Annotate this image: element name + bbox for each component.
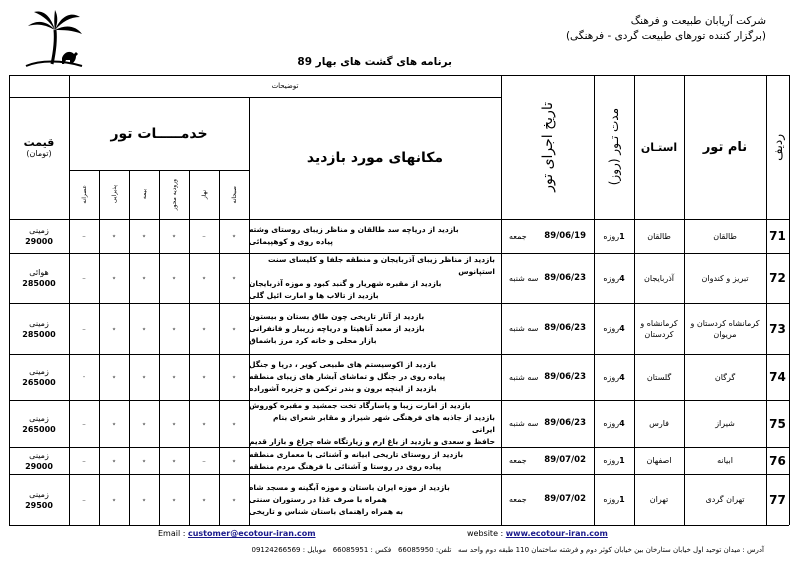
service-mark: - xyxy=(82,373,86,381)
duration xyxy=(594,400,634,447)
province: گلستان xyxy=(646,372,672,382)
weekday: سه شنبه xyxy=(509,372,539,382)
tour-date xyxy=(501,474,594,525)
program-title: برنامه های گشت های بهار 89 xyxy=(297,56,452,68)
transport-type: زمینی xyxy=(29,318,49,328)
date-value: 89/07/02 xyxy=(544,455,586,465)
duration-days: 1 xyxy=(619,495,625,504)
visit-line: پیاده روی در جنگل و تماشای آبشار های زیبای منطقه xyxy=(249,372,446,381)
service-item-label: نهار xyxy=(200,189,208,200)
province: آذربایجان xyxy=(644,273,675,283)
price-value: 29500 xyxy=(25,500,53,510)
service-item-label: عصرانه xyxy=(80,185,88,204)
service-mark: ٭ xyxy=(232,324,236,333)
province: کرمانشاه و کردستان xyxy=(640,318,678,339)
visit-places xyxy=(249,253,501,303)
service-mark: – xyxy=(82,456,86,465)
tour-date xyxy=(501,303,594,354)
price-value: 29000 xyxy=(25,237,53,246)
duration xyxy=(594,219,634,253)
header-tour-name: نام تور xyxy=(702,139,748,155)
service-mark: ٭ xyxy=(232,274,236,282)
company-header xyxy=(566,14,766,44)
duration-days: 4 xyxy=(619,419,625,428)
service-mark: ٭ xyxy=(202,373,206,381)
price-value: 285000 xyxy=(22,329,56,339)
service-mark: ٭ xyxy=(202,495,206,504)
tour-name: گرگان xyxy=(714,372,736,382)
header-price xyxy=(9,75,69,219)
duration-days: 1 xyxy=(619,456,625,465)
duration-unit: روزه xyxy=(603,456,620,465)
tour-name: ابیانه xyxy=(717,456,733,465)
service-mark: ٭ xyxy=(232,419,236,428)
duration xyxy=(594,354,634,400)
palm-tree-logo-icon xyxy=(22,8,84,70)
weekday: سه شنبه xyxy=(509,273,539,283)
company-name: شرکت آریابان طبیعت و فرهنگ xyxy=(630,15,766,27)
price-value: 265000 xyxy=(22,378,56,387)
service-item-label: بیمه xyxy=(140,189,148,200)
date-value: 89/06/23 xyxy=(544,323,586,333)
header-date xyxy=(501,75,594,219)
price-label: قیمت xyxy=(23,136,55,149)
duration-label: مدت تـور (روز) xyxy=(607,108,621,186)
company-subtitle: (برگزار کننده تورهای طبیعت گردی - فرهنگی) xyxy=(565,30,766,42)
tour-name: طالقان xyxy=(713,231,737,241)
header-row-number xyxy=(766,75,789,219)
price xyxy=(9,303,69,354)
visit-line: پیاده روی و کوهپیمائی xyxy=(249,237,333,246)
transport-type: زمینی xyxy=(29,450,49,460)
website-link[interactable]: www.ecotour-iran.com xyxy=(505,529,608,538)
weekday: سه شنبه xyxy=(509,419,539,428)
visit-line: بازدید از دریاچه سد طالقان و مناظر زیبای روستای وشته xyxy=(249,225,459,234)
address-text: آدرس : میدان توحید اول خیابان ستارخان بین خیابان کوثر دوم و فرشته ساختمان 110 طبقه دوم واحد سه xyxy=(458,546,764,554)
website-line xyxy=(467,529,608,538)
tour-name: تبریز و کندوان xyxy=(701,273,749,283)
service-mark: ٭ xyxy=(142,495,146,504)
service-item-label: ورودیه محور xyxy=(170,178,178,211)
price xyxy=(9,474,69,525)
duration-unit: روزه xyxy=(603,495,620,504)
row-number: 73 xyxy=(769,321,786,336)
visit-places xyxy=(249,303,501,354)
date-label: تاریخ اجرای تور xyxy=(539,102,556,192)
date-value: 89/06/19 xyxy=(544,230,586,241)
visit-line: بازدید از تالاب ها و امارت ائیل گلی xyxy=(249,291,379,300)
service-mark: ٭ xyxy=(172,419,176,428)
service-item-label: پذیرایی xyxy=(110,185,118,204)
duration-unit: روزه xyxy=(603,372,620,382)
service-mark: ٭ xyxy=(172,456,176,465)
visit-line: بازدید از آثار تاریخی چون طاق بستان و بیستون xyxy=(249,311,425,321)
visit-line: بازدید از موزه ایران باستان و موزه آبگینه و مسجد شاه xyxy=(249,482,450,492)
transport-type: هوائی xyxy=(29,268,49,277)
duration-unit: روزه xyxy=(603,273,620,283)
service-mark: ٭ xyxy=(142,419,146,428)
tour-schedule-table xyxy=(9,75,789,525)
duration-days: 4 xyxy=(619,372,625,382)
tour-name: کرمانشاه کردستان و مریوان xyxy=(690,318,760,339)
service-mark: ٭ xyxy=(142,373,146,381)
visit-line: بازدید از جاذبه های فرهنگی شهر شیراز و مقابر شعرای بنام ایرانی xyxy=(273,412,495,434)
service-mark: ٭ xyxy=(112,419,116,428)
province: طالقان xyxy=(647,231,671,241)
duration xyxy=(594,447,634,474)
address-line xyxy=(251,546,764,554)
visit-line: بازدید از مقبره شهریار و گنبد کبود و موزه آذربایجان xyxy=(249,279,442,288)
fax-text: فکس : 66085951 xyxy=(332,546,392,554)
tour-date xyxy=(501,219,594,253)
price xyxy=(9,219,69,253)
header-descriptions: توضیحات xyxy=(271,82,299,90)
tour-date xyxy=(501,354,594,400)
service-mark: ٭ xyxy=(142,274,146,282)
header-duration xyxy=(594,75,634,219)
row-number: 75 xyxy=(769,416,786,431)
province: فارس xyxy=(649,419,669,428)
price-unit-label: (تومان) xyxy=(26,149,52,158)
row-number: 74 xyxy=(769,370,786,384)
visit-line: بازدید از معبد آناهیتا و دریاچه زریبار و فانفرانی xyxy=(249,323,425,333)
row-number-label: ردیف xyxy=(770,133,785,161)
province: اصفهان xyxy=(646,456,672,465)
visit-line: به همراه راهنمای باستان شناس و تاریخی xyxy=(249,506,404,516)
service-mark: ٭ xyxy=(112,274,116,282)
service-mark: ٭ xyxy=(142,324,146,333)
service-mark: ٭ xyxy=(172,324,176,333)
weekday: جمعه xyxy=(509,231,527,241)
date-value: 89/06/23 xyxy=(544,418,586,428)
header-services: خدمـــــات تور xyxy=(110,125,208,142)
service-mark: ٭ xyxy=(172,495,176,504)
duration-unit: روزه xyxy=(603,231,620,241)
date-value: 89/07/02 xyxy=(544,494,586,504)
table-rule xyxy=(789,75,790,525)
service-mark: ٭ xyxy=(232,232,236,240)
visit-places xyxy=(249,474,501,525)
service-mark: ٭ xyxy=(172,232,176,240)
header-service-item xyxy=(219,170,249,219)
duration-days: 1 xyxy=(619,231,625,241)
visit-line: بازدید از مناظر زیبای آذربایجان و منطقه جلفا و کلیسای سنت استپانوس xyxy=(267,255,495,276)
row-number: 77 xyxy=(769,492,786,507)
visit-line: بازدید از امارت زیبا و پاسارگاد تخت جمشید و مقبره کوروش xyxy=(249,400,471,410)
transport-type: زمینی xyxy=(29,367,49,376)
header-service-item xyxy=(129,170,159,219)
visit-places xyxy=(249,447,501,474)
header-service-item xyxy=(69,170,99,219)
service-mark: ٭ xyxy=(232,495,236,504)
table-rule xyxy=(9,525,789,526)
duration xyxy=(594,303,634,354)
price xyxy=(9,354,69,400)
service-mark: ٭ xyxy=(172,373,176,381)
service-mark: ٭ xyxy=(112,232,116,240)
service-mark: – xyxy=(202,456,206,465)
phone-text: تلفن: 66085950 xyxy=(397,546,452,554)
price-value: 29000 xyxy=(25,461,53,471)
price-value: 285000 xyxy=(22,279,56,288)
transport-type: زمینی xyxy=(29,226,49,235)
tour-name: تهران گردی xyxy=(705,495,745,504)
duration xyxy=(594,474,634,525)
service-mark: ٭ xyxy=(202,419,206,428)
visit-line: بازدید از اکوسیستم های طبیعی کویر ، دریا و جنگل xyxy=(249,360,437,369)
date-value: 89/06/23 xyxy=(544,272,586,283)
service-mark: ٭ xyxy=(142,232,146,240)
service-mark: – xyxy=(82,419,86,428)
visit-line: بازدید از اینچه برون و بندر ترکمن و جزیره آشوراده xyxy=(249,384,437,393)
visit-line: همراه با صرف غذا در رستوران سنتی xyxy=(249,494,387,504)
price xyxy=(9,400,69,447)
website-label: website : xyxy=(467,529,504,538)
service-mark: ٭ xyxy=(202,324,206,333)
tour-date xyxy=(501,400,594,447)
tour-date xyxy=(501,447,594,474)
visit-places xyxy=(249,354,501,400)
duration xyxy=(594,253,634,303)
header-province: استـان xyxy=(640,140,678,154)
weekday: سه شنبه xyxy=(509,324,539,333)
service-mark: ٭ xyxy=(112,324,116,333)
price xyxy=(9,447,69,474)
service-mark: – xyxy=(202,232,206,240)
date-value: 89/06/23 xyxy=(544,371,586,382)
transport-type: زمینی xyxy=(29,489,49,499)
tour-name: شیراز xyxy=(715,419,735,428)
duration-days: 4 xyxy=(619,324,625,333)
price-value: 265000 xyxy=(22,424,56,434)
transport-type: زمینی xyxy=(29,413,49,423)
price xyxy=(9,253,69,303)
header-places: مکانهای مورد بازدید xyxy=(306,150,444,166)
email-line xyxy=(158,529,316,538)
weekday: جمعه xyxy=(509,456,527,465)
header-service-item xyxy=(99,170,129,219)
service-mark: ٭ xyxy=(232,456,236,465)
row-number: 71 xyxy=(769,229,786,243)
visit-line: بازار محلی و خانه کرد مرز باشماق xyxy=(249,335,377,345)
service-mark: – xyxy=(82,324,86,333)
email-link[interactable]: customer@ecotour-iran.com xyxy=(187,529,316,538)
service-mark: ٭ xyxy=(112,373,116,381)
service-mark: ٭ xyxy=(112,456,116,465)
duration-unit: روزه xyxy=(603,324,620,333)
row-number: 76 xyxy=(769,453,786,468)
header-service-item xyxy=(159,170,189,219)
row-number: 72 xyxy=(769,271,786,285)
service-mark: – xyxy=(82,232,86,240)
visit-line: بازدید از روستای تاریخی ابیانه و آشنائی با معماری منطقه xyxy=(249,449,464,459)
visit-line: حافظ و سعدی و بازدید از باغ ارم و زیارتگاه شاه چراغ و بازار قدیم xyxy=(249,436,495,446)
visit-places xyxy=(249,219,501,253)
service-mark: – xyxy=(82,495,86,504)
duration-days: 4 xyxy=(619,273,625,283)
service-mark: ٭ xyxy=(142,456,146,465)
service-item-label: صبحانه xyxy=(230,185,238,204)
header-service-item xyxy=(189,170,219,219)
mobile-text: موبایل : 09124266569 xyxy=(251,546,326,554)
service-mark: ٭ xyxy=(172,274,176,282)
tour-date xyxy=(501,253,594,303)
visit-line: پیاده روی در روستا و آشنائی با فرهنگ مردم منطقه xyxy=(249,461,442,471)
email-label: Email : xyxy=(158,529,186,538)
service-mark: ٭ xyxy=(202,274,206,282)
province: تهران xyxy=(649,495,669,504)
service-mark: ٭ xyxy=(112,495,116,504)
weekday: جمعه xyxy=(509,495,527,504)
service-mark: – xyxy=(82,274,86,282)
duration-unit: روزه xyxy=(603,419,620,428)
visit-places xyxy=(249,400,501,447)
service-mark: ٭ xyxy=(232,373,236,381)
